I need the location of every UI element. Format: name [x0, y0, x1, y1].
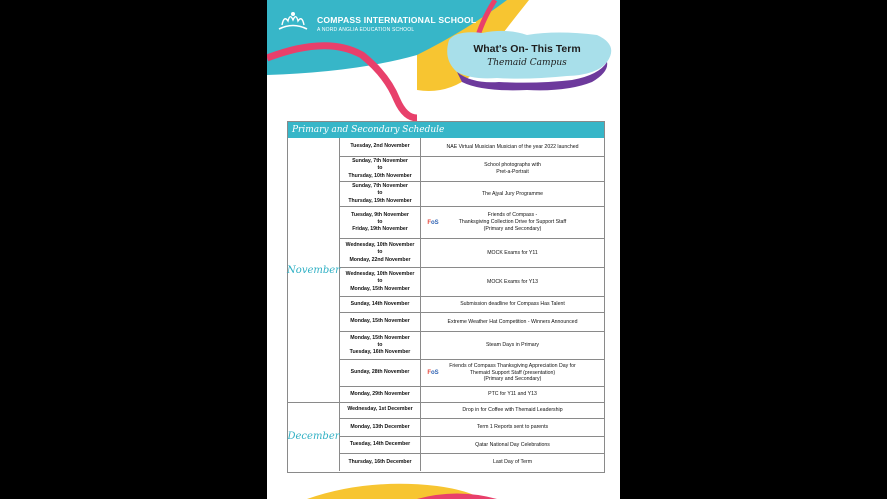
table-row — [340, 418, 604, 436]
date-cell: Monday, 15th November to Tuesday, 16th November — [340, 332, 421, 359]
event-text: MOCK Exams for Y13 — [487, 278, 538, 285]
event-cell — [421, 332, 604, 359]
footer-decoration — [267, 478, 620, 499]
table-row — [340, 267, 604, 296]
event-cell — [421, 207, 604, 238]
event-cell — [421, 454, 604, 471]
event-cell — [421, 297, 604, 312]
event-cell — [421, 402, 604, 418]
event-text: Extreme Weather Hat Competition - Winners Announced — [447, 318, 578, 325]
event-text: Term 1 Reports sent to parents — [476, 424, 549, 431]
friends-of-compass-logo-icon: FoS — [427, 370, 439, 376]
banner-campus: Themaid Campus — [487, 58, 567, 68]
event-cell — [421, 437, 604, 453]
table-row — [340, 238, 604, 267]
event-text: Friends of Compass - Thanksgiving Collection Drive for Support Staff (Primary and Secondary) — [458, 212, 567, 232]
event-cell — [421, 138, 604, 156]
month-december: December — [288, 402, 340, 471]
date-cell: Monday, 15th November — [340, 313, 421, 331]
date-cell: Monday, 29th November — [340, 387, 421, 402]
table-row — [340, 181, 604, 206]
table-row — [340, 386, 604, 402]
school-subtitle: A NORD ANGLIA EDUCATION SCHOOL — [317, 27, 415, 33]
table-row — [340, 296, 604, 312]
event-text: MOCK Exams for Y11 — [487, 249, 538, 256]
event-text: Submission deadline for Compass Has Talent — [460, 301, 565, 308]
date-cell: Thursday, 16th December — [340, 454, 421, 471]
event-cell — [421, 239, 604, 267]
event-cell — [421, 268, 604, 296]
date-cell: Tuesday, 2nd November — [340, 138, 421, 156]
school-name: COMPASS INTERNATIONAL SCHOOL — [317, 15, 477, 25]
table-row — [340, 331, 604, 359]
event-cell — [421, 182, 604, 206]
event-text: Qatar National Day Celebrations — [475, 441, 550, 448]
table-row — [340, 138, 604, 156]
month-november: November — [288, 138, 340, 402]
event-cell — [421, 313, 604, 331]
event-text: The Ajyal Jury Programme — [481, 190, 544, 197]
table-row — [340, 402, 604, 418]
date-cell: Sunday, 7th November to Thursday, 19th November — [340, 182, 421, 206]
school-crest-icon — [276, 9, 310, 33]
date-cell: Wednesday, 1st December — [340, 402, 421, 418]
event-cell — [421, 157, 604, 181]
event-text: Steam Days in Primary — [485, 342, 540, 349]
table-row — [340, 206, 604, 238]
date-cell: Sunday, 7th November to Thursday, 10th November — [340, 157, 421, 181]
event-text: PTC for Y11 and Y13 — [488, 391, 537, 398]
table-row — [340, 436, 604, 453]
event-cell — [421, 360, 604, 386]
event-cell — [421, 387, 604, 402]
event-text: Drop in for Coffee with Themaid Leadership — [462, 406, 563, 413]
schedule-table — [287, 121, 605, 473]
table-row — [340, 156, 604, 181]
date-cell: Tuesday, 9th November to Friday, 19th November — [340, 207, 421, 238]
document-page — [267, 0, 620, 499]
table-row — [340, 359, 604, 386]
event-text: NAE Virtual Musician Musician of the year 2022 launched — [446, 143, 579, 150]
date-cell: Wednesday, 10th November to Monday, 15th November — [340, 268, 421, 296]
event-text: Friends of Compass Thanksgiving Appreciation Day for Themaid Support Staff (presentation) (Primary and Secondary) — [449, 362, 576, 383]
table-row — [340, 312, 604, 331]
banner-title: What's On- This Term — [473, 43, 581, 55]
date-cell: Sunday, 14th November — [340, 297, 421, 312]
date-cell: Wednesday, 10th November to Monday, 22nd November — [340, 239, 421, 267]
friends-of-compass-logo-icon: FoS — [427, 219, 439, 226]
schedule-heading: Primary and Secondary Schedule — [288, 122, 604, 138]
date-cell: Monday, 13th December — [340, 419, 421, 436]
date-cell: Sunday, 28th November — [340, 360, 421, 386]
event-text: Last Day of Term — [492, 459, 533, 466]
table-row — [340, 453, 604, 471]
date-cell: Tuesday, 14th December — [340, 437, 421, 453]
event-text: School photographs with Pret-a-Portrait — [484, 162, 541, 175]
event-cell — [421, 419, 604, 436]
